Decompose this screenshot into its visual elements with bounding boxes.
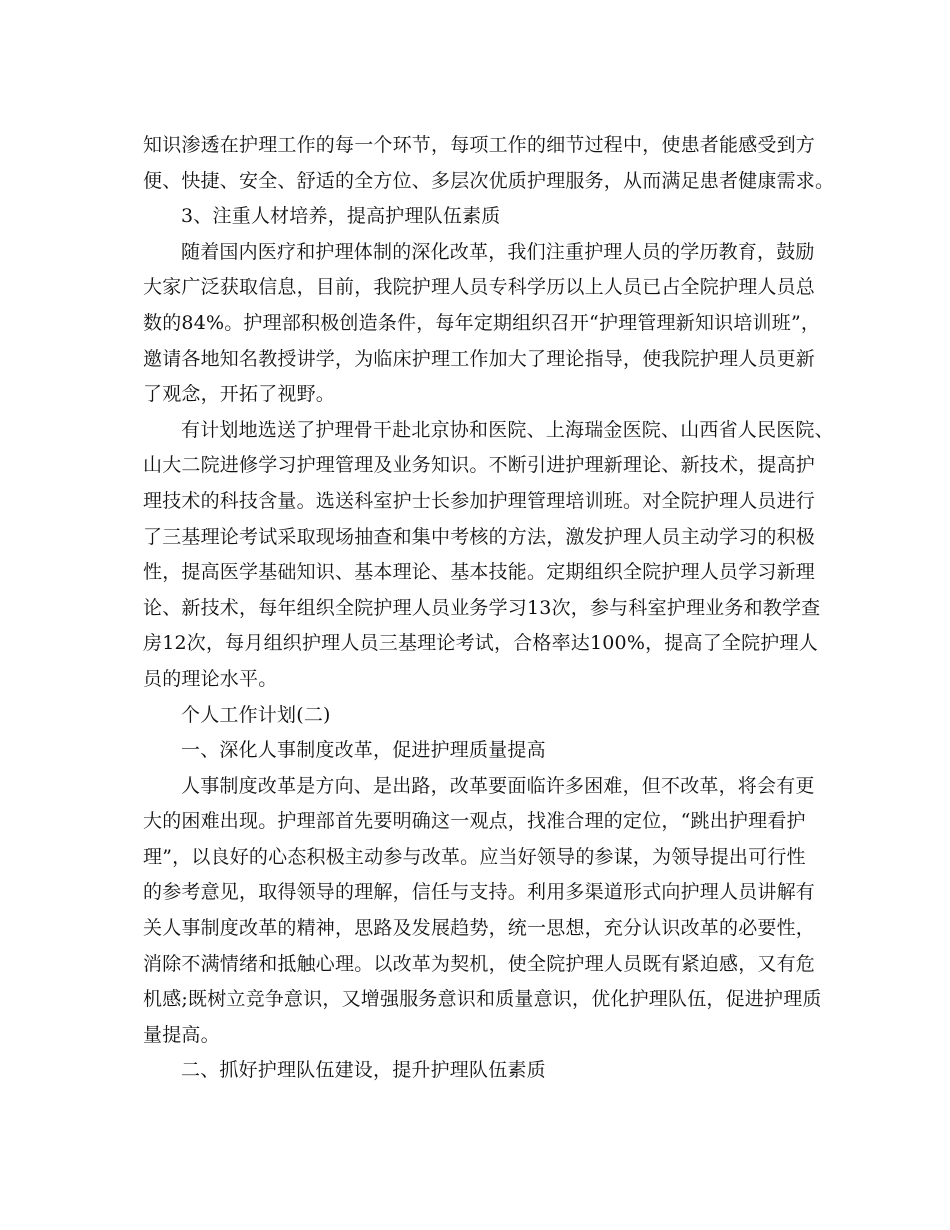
text-line: 个人工作计划(二)	[181, 703, 331, 726]
text-line: 山大二院进修学习护理管理及业务知识。不断引进护理新理论、新技术，提高护	[143, 454, 816, 477]
text-line: 机感;既树立竞争意识，又增强服务意识和质量意识，优化护理队伍，促进护理质	[143, 988, 822, 1011]
text-line: 便、快捷、安全、舒适的全方位、多层次优质护理服务，从而满足患者健康需求。	[143, 169, 835, 192]
text-line: 邀请各地知名教授讲学，为临床护理工作加大了理论指导，使我院护理人员更新	[143, 347, 816, 370]
text-line: 员的理论水平。	[143, 667, 278, 690]
text-line: 有计划地选送了护理骨干赴北京协和医院、上海瑞金医院、山西省人民医院、	[181, 418, 834, 441]
text-line: 3、注重人材培养，提高护理队伍素质	[181, 205, 501, 228]
text-line: 随着国内医疗和护理体制的深化改革，我们注重护理人员的学历教育，鼓励	[181, 240, 815, 263]
text-line: 理”，以良好的心态积极主动参与改革。应当好领导的参谋，为领导提出可行性	[143, 845, 806, 868]
text-line: 一、深化人事制度改革，促进护理质量提高	[181, 739, 546, 762]
text-line: 人事制度改革是方向、是出路，改革要面临许多困难，但不改革，将会有更	[181, 774, 815, 797]
text-line: 论、新技术，每年组织全院护理人员业务学习13次，参与科室护理业务和教学查	[143, 596, 821, 619]
text-line: 二、抓好护理队伍建设，提升护理队伍素质	[181, 1059, 546, 1082]
text-line: 大的困难出现。护理部首先要明确这一观点，找准合理的定位，“跳出护理看护	[143, 810, 806, 833]
text-line: 消除不满情绪和抵触心理。以改革为契机，使全院护理人员既有紧迫感，又有危	[143, 952, 816, 975]
text-line: 理技术的科技含量。选送科室护士长参加护理管理培训班。对全院护理人员进行	[143, 489, 816, 512]
text-line: 量提高。	[143, 1023, 220, 1046]
text-line: 关人事制度改革的精神，思路及发展趋势，统一思想，充分认识改革的必要性，	[143, 917, 816, 940]
text-line: 房12次，每月组织护理人员三基理论考试，合格率达100%，提高了全院护理人	[143, 632, 818, 655]
text-line: 知识渗透在护理工作的每一个环节，每项工作的细节过程中，使患者能感受到方	[143, 134, 816, 156]
document-body	[143, 128, 835, 1089]
text-line: 大家广泛获取信息，目前，我院护理人员专科学历以上人员已占全院护理人员总	[143, 276, 816, 299]
text-line: 了三基理论考试采取现场抽查和集中考核的方法，激发护理人员主动学习的积极	[143, 525, 816, 548]
text-line: 性，提高医学基础知识、基本理论、基本技能。定期组织全院护理人员学习新理	[143, 561, 816, 584]
text-line: 了观念，开拓了视野。	[143, 383, 336, 406]
text-line: 数的84%。护理部积极创造条件，每年定期组织召开“护理管理新知识培训班”，	[143, 311, 821, 334]
text-line: 的参考意见，取得领导的理解，信任与支持。利用多渠道形式向护理人员讲解有	[143, 881, 816, 904]
